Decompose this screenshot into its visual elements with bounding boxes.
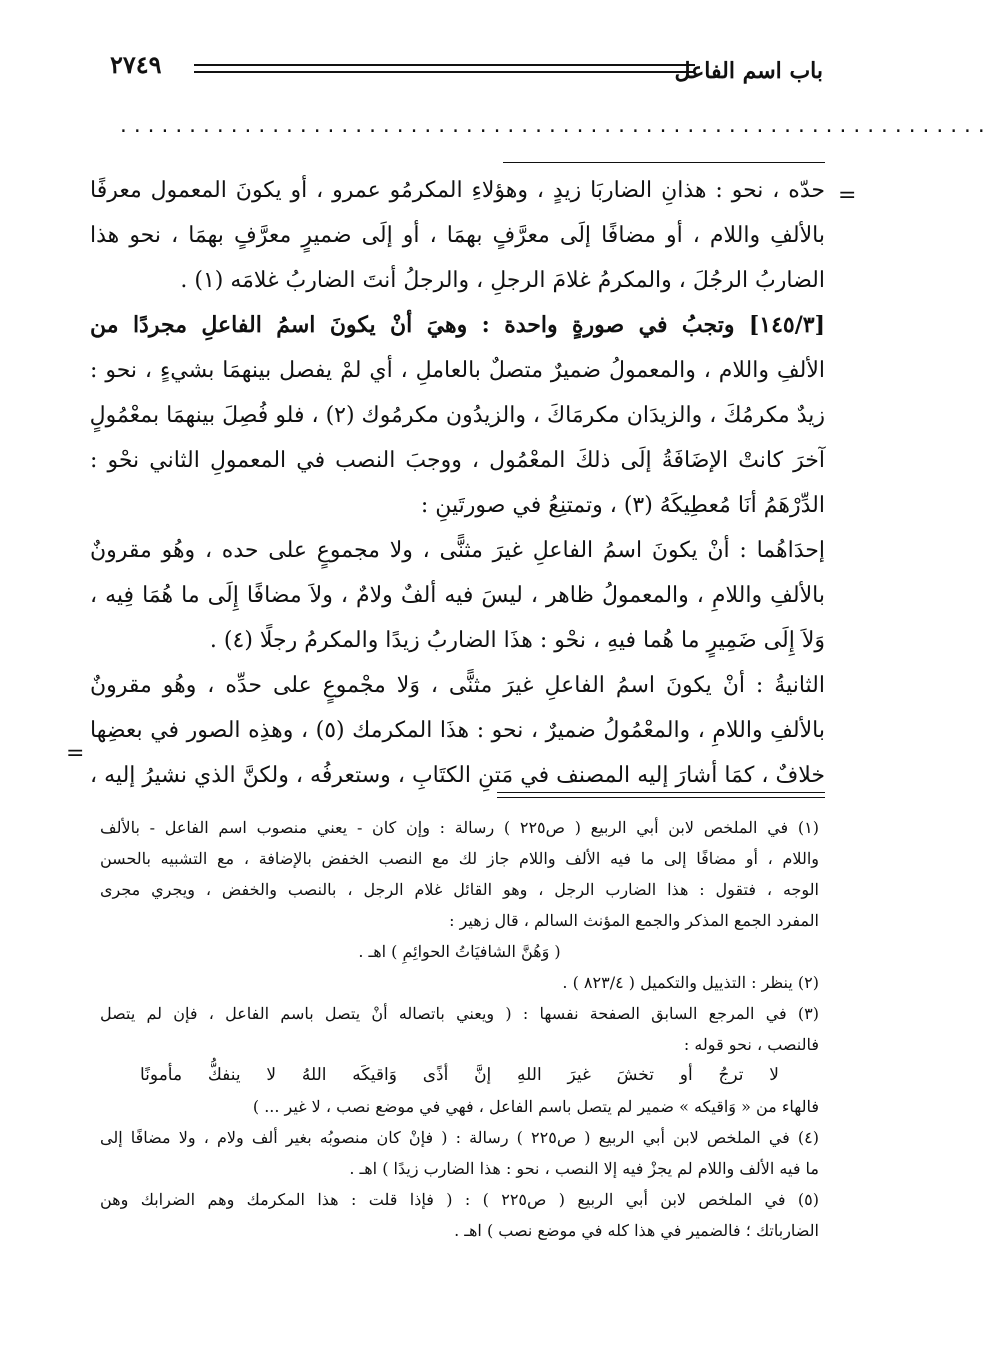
page-number: ٢٧٤٩ [110, 50, 162, 79]
footnote-line: واللام ، أو مضافًا إلى ما فيه الألف واللام جاز لك مع النصب الخفض بالإضافة ، مع التشبيه بالحسن [100, 849, 819, 868]
text-line: الدِّرْهَمُ أنَا مُعطِيكَهُ (٣) ، وتمتنِعُ في صورتَينِ : [420, 493, 825, 518]
text-line: إحدَاهُما : أنْ يكونَ اسمُ الفاعلِ غيرَ مثنًّى ، ولا مجموعٍ على حده ، وهُو مقرونٌ [90, 538, 825, 563]
footnote-line: (٤) في الملخص لابن أبي الربيع ( ص٢٢٥ ) رسالة : ( فإنْ كان منصوبُه بغير ألف ولام ، ولا مضافًا إلى [100, 1128, 820, 1147]
text-line: وَلاَ إِلَى ضَمِيرٍ ما هُما فيهِ ، نحْو : هذَا الضاربُ زيدًا والمكرمُ رجلًا (٤) . [209, 628, 825, 653]
text-line-heading: [١٤٥/٣] وتجبُ في صورةٍ واحدة : وهيَ أنْ يكونَ اسمُ الفاعلِ مجردًا من [90, 312, 825, 338]
text-line: الضاربُ الرجُلَ ، والمكرمُ غلامَ الرجلِ ، والرجلُ أنتَ الضاربُ غلامَه (١) . [180, 268, 825, 293]
text-line: آخرَ كانتْ الإضَافَةُ إلَى ذلكَ المعْمُول ، ووجبَ النصب في المعمولِ الثاني نحْو : [90, 448, 825, 473]
footnotes [100, 812, 819, 1246]
text-line: بالألفِ واللامِ ، والمعْمُولُ ضميرٌ ، نحو : هذَا المكرمك (٥) ، وهذِه الصور في بعضِها [90, 718, 826, 743]
footnote-poem: لا ترجُ أو تخشَ غيرَ اللهِ إنَّ أذًى وَاقيكَه اللهُ لا ينفكُّ مأمونًا [140, 1065, 779, 1085]
footnote-line: (٣) في المرجع السابق الصفحة نفسها : ( ويعني باتصاله أنْ يتصل باسم الفاعل ، فإن لم يتصل [100, 1004, 819, 1023]
footnote-line: الوجه ، فتقول : هذا الضارب الرجل ، وهو القائل غلام الرجل ، بالنصب والخفض ، ويجري مجرى [100, 880, 819, 899]
continuation-mark-end: = [66, 741, 85, 766]
text-line: الألفِ واللام ، والمعمولُ ضميرٌ متصلٌ بالعاملِ ، أي لمْ يفصل بينهمَا بشيءٍ ، نحو : [90, 358, 825, 383]
continuation-mark-start: = [838, 183, 857, 208]
main-text [90, 168, 825, 798]
text-line: حدّه ، نحو : هذانِ الضاربَا زيدٍ ، وهؤلاءِ المكرمُو عمرو ، أو يكونَ المعمول معرفًا [90, 178, 825, 203]
dotted-separator: ............................................................... [118, 116, 990, 137]
footnote-line: فالنصب ، نحو قوله : [683, 1035, 819, 1054]
footnote-line: الضارباتك ؛ فالضمير في هذا كله في موضع نصب ) اهـ . [454, 1221, 819, 1240]
text-line: الثانيةُ : أنْ يكونَ اسمُ الفاعلِ غيرَ مثنًّى ، وَلا مجْموعٍ على حدِّه ، وهُو مقرونٌ [90, 673, 825, 698]
text-line: بالألفِ واللامِ ، والمعمولُ ظاهر ، ليسَ فيه ألفٌ ولامٌ ، ولاَ مضافًا إِلَى ما هُمَا فِيه ، [90, 583, 825, 608]
footnote-line: (١) في الملخص لابن أبي الربيع ( ص٢٢٥ ) رسالة : وإن كان - يعني منصوب اسم الفاعل - بالألف [100, 818, 819, 837]
chapter-title: باب اسم الفاعل [674, 58, 823, 84]
text-line: خلافٌ ، كمَا أشارَ إليه المصنف في مَتنِ الكتَابِ ، وستعرفُه ، ولكنَّ الذي نشيرُ إليه ، [90, 763, 825, 788]
footnote-line: (٢) ينظر : التذييل والتكميل ( ٨٢٣/٤ ) . [562, 973, 819, 992]
footnote-separator [497, 792, 825, 798]
footnote-line: المفرد الجمع المذكر والجمع المؤنث السالم ، قال زهير : [449, 911, 819, 930]
footnote-line: ما فيه الألف واللام لم يجزْ فيه إلا النصب ، نحو : هذا الضارب زيدًا ) اهـ . [349, 1159, 819, 1178]
short-rule [503, 162, 825, 163]
text-line: زيدٌ مكرمُكَ ، والزيدَان مكرمَاكَ ، والزيدُون مكرمُوك (٢) ، فلو فُصِلَ بينهمَا بمعْمُولٍ [89, 403, 825, 428]
footnote-line: (٥) في الملخص لابن أبي الربيع ( ص٢٢٥ ) : ( فإذا قلت : هذا المكرمك وهم الضرابك وهن [100, 1190, 820, 1209]
header-double-rule [194, 64, 695, 73]
footnote-verse: ( وَهُنَّ الشافيَاتُ الحوائِمِ ) اهـ . [358, 942, 561, 961]
footnote-line: فالهاء من « وَاقيكه » ضمير لم يتصل باسم الفاعل ، فهي في موضع نصب ، لا غير ... ) [252, 1097, 819, 1116]
text-line: بالألفِ واللام ، أو مضافًا إلَى معرَّفٍ بهمَا ، أو إلَى ضميرٍ معرَّفٍ بهمَا ، نحو هذا [90, 223, 825, 248]
